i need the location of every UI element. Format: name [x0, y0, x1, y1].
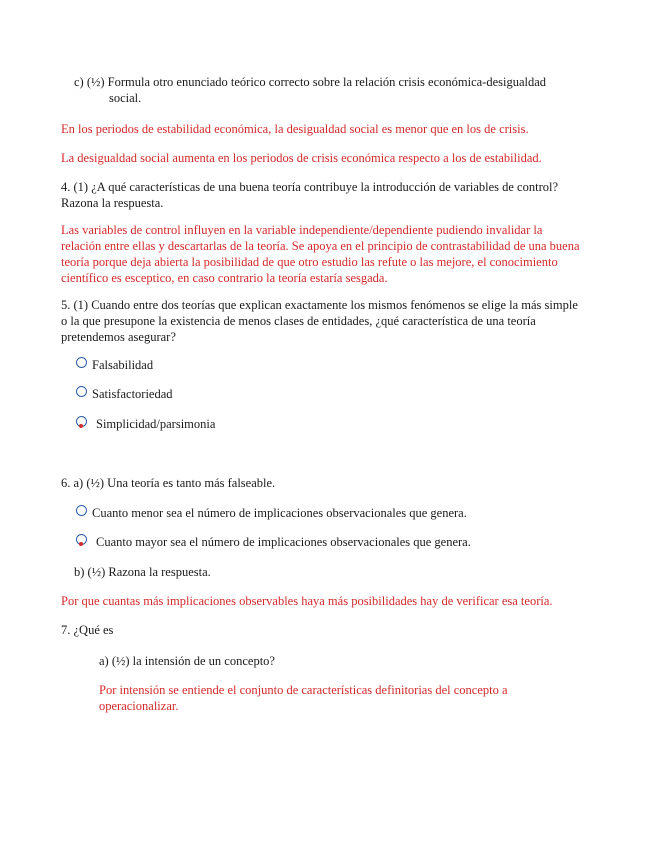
q5-option-simplicidad[interactable] — [76, 416, 215, 432]
q4-answer-line: teoría porque deja abierta la posibilidad de que otro estudio las refute o las mejore, el conocimiento — [61, 255, 558, 269]
q3c-prompt-line2: social. — [109, 91, 142, 105]
q4-answer-line: relación entre ellas y descartarlas de la teoría. Se apoya en el principio de contrastabilidad de una buena — [61, 239, 580, 253]
q6b-answer: Por que cuantas más implicaciones observables haya más posibilidades hay de verificar esa teoría. — [61, 594, 553, 608]
q4-prompt-line1: 4. (1) ¿A qué características de una buena teoría contribuye la introducción de variables de control? — [61, 180, 559, 194]
q5-prompt-line: 5. (1) Cuando entre dos teorías que explican exactamente los mismos fenómenos se elige la más simple — [61, 298, 578, 312]
q6-option-menor[interactable] — [76, 505, 467, 521]
q4-answer-line: Las variables de control influyen en la variable independiente/dependiente pudiendo invalidar la — [61, 223, 543, 237]
q4-answer-line: científico es esceptico, en caso contrario la teoría estaría sesgada. — [61, 271, 388, 285]
q5-option-label: Falsabilidad — [92, 358, 154, 372]
q5-prompt-line: pretendemos asegurar? — [61, 330, 176, 344]
q7a-prompt: a) (½) la intensión de un concepto? — [99, 654, 275, 668]
q3c-prompt-line1: c) (½) Formula otro enunciado teórico correcto sobre la relación crisis económica-desigualdad — [74, 75, 547, 89]
q7a-answer-line: Por intensión se entiende el conjunto de características definitorias del concepto a — [99, 683, 508, 697]
q3c-answer-2: La desigualdad social aumenta en los periodos de crisis económica respecto a los de estabilidad. — [61, 151, 542, 165]
q5-option-satisfactoriedad[interactable] — [76, 386, 173, 402]
q6-option-mayor[interactable] — [76, 534, 471, 550]
q5-option-label: Simplicidad/parsimonia — [96, 417, 216, 431]
q6-option-label: Cuanto mayor sea el número de implicaciones observacionales que genera. — [96, 535, 471, 549]
q5-option-label: Satisfactoriedad — [92, 387, 173, 401]
q6a-prompt: 6. a) (½) Una teoría es tanto más falseable. — [61, 476, 276, 490]
q6b-prompt: b) (½) Razona la respuesta. — [74, 565, 211, 579]
q3c-answer-1: En los periodos de estabilidad económica, la desigualdad social es menor que en los de crisis. — [61, 122, 529, 136]
radio-button[interactable] — [76, 505, 87, 516]
radio-button[interactable] — [76, 386, 87, 397]
q4-prompt-line2: Razona la respuesta. — [61, 196, 164, 210]
radio-button[interactable] — [76, 357, 87, 368]
q7-title: 7. ¿Qué es — [61, 623, 114, 637]
q6-option-label: Cuanto menor sea el número de implicaciones observacionales que genera. — [92, 506, 467, 520]
q7a-answer-line: operacionalizar. — [99, 699, 179, 713]
q5-option-falsabilidad[interactable] — [76, 357, 153, 373]
radio-button-selected[interactable] — [76, 416, 87, 427]
radio-button-selected[interactable] — [76, 534, 87, 545]
q5-prompt-line: o la que presupone la existencia de menos clases de entidades, ¿qué característica de una teoría — [61, 314, 536, 328]
